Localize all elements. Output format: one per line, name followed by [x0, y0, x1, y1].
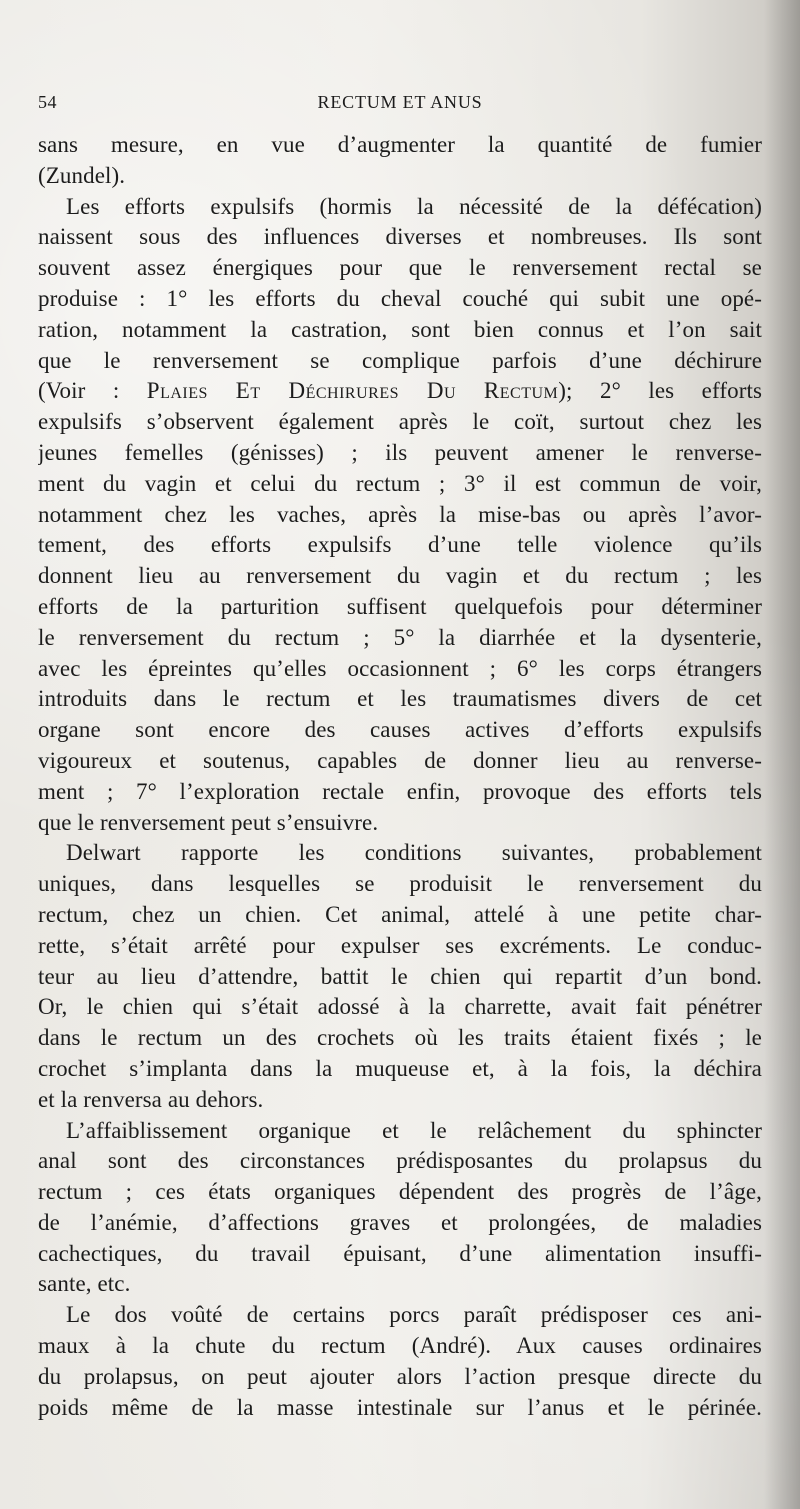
text-line: rette, s’était arrêté pour expulser ses excréments. Le conduc-	[38, 932, 762, 958]
text-line: anal sont des circonstances prédisposantes du prolapsus du	[38, 1148, 762, 1174]
body-text	[38, 130, 762, 1423]
text-line: cachectiques, du travail épuisant, d’une alimentation insuffi-	[38, 1240, 762, 1266]
text-line: Or, le chien qui s’était adossé à la charrette, avait fait pénétrer	[38, 994, 762, 1020]
text-line: (Zundel).	[38, 162, 126, 188]
text-line: introduits dans le rectum et les traumatismes divers de cet	[38, 686, 762, 712]
text-line: crochet s’implanta dans la muqueuse et, à la fois, la déchira	[38, 1055, 762, 1081]
page-gutter-shadow	[764, 0, 800, 1509]
text-line: notamment chez les vaches, après la mise-bas ou après l’avor-	[38, 501, 762, 527]
text-line: avec les épreintes qu’elles occasionnent ; 6° les corps étrangers	[38, 655, 762, 681]
text-line: dans le rectum un des crochets où les traits étaient fixés ; le	[38, 1025, 762, 1051]
text-line: Le dos voûté de certains porcs paraît prédisposer ces ani-	[66, 1302, 762, 1328]
text-line: Delwart rapporte les conditions suivantes, probablement	[66, 840, 762, 866]
text-line: Les efforts expulsifs (hormis la nécessité de la défécation)	[66, 193, 762, 219]
text-line: poids même de la masse intestinale sur l’anus et le périnée.	[38, 1394, 762, 1420]
text-line: de l’anémie, d’affections graves et prolongées, de maladies	[38, 1209, 762, 1235]
text-line: maux à la chute du rectum (André). Aux causes ordinaires	[38, 1333, 762, 1359]
text-line: uniques, dans lesquelles se produisit le renversement du	[38, 871, 762, 897]
text-line: donnent lieu au renversement du vagin et du rectum ; les	[38, 563, 762, 589]
text-line: rectum, chez un chien. Cet animal, attelé à une petite char-	[38, 901, 762, 927]
text-line: sante, etc.	[38, 1271, 131, 1297]
page-number: 54	[38, 92, 57, 112]
text-line: organe sont encore des causes actives d’efforts expulsifs	[38, 717, 762, 743]
text-line: (Voir : Plaies Et Déchirures Du Rectum); 2° les efforts	[38, 378, 762, 404]
text-line: souvent assez énergiques pour que le renversement rectal se	[38, 255, 762, 281]
text-line: naissent sous des influences diverses et nombreuses. Ils sont	[38, 224, 762, 250]
text-line: ration, notamment la castration, sont bien connus et l’on sait	[38, 316, 762, 342]
text-line: que le renversement se complique parfois d’une déchirure	[38, 347, 762, 373]
text-line: efforts de la parturition suffisent quelquefois pour déterminer	[38, 593, 762, 619]
text-line: produise : 1° les efforts du cheval couché qui subit une opé-	[38, 285, 762, 311]
text-line: expulsifs s’observent également après le coït, surtout chez les	[38, 409, 762, 435]
text-line: le renversement du rectum ; 5° la diarrhée et la dysenterie,	[38, 624, 762, 650]
text-line: rectum ; ces états organiques dépendent des progrès de l’âge,	[38, 1179, 762, 1205]
text-line: teur au lieu d’attendre, battit le chien qui repartit d’un bond.	[38, 963, 762, 989]
text-line: vigoureux et soutenus, capables de donner lieu au renverse-	[38, 747, 762, 773]
text-line: que le renversement peut s’ensuivre.	[38, 809, 379, 835]
running-head: RECTUM ET ANUS	[317, 92, 483, 112]
text-line: ment ; 7° l’exploration rectale enfin, provoque des efforts tels	[38, 778, 762, 804]
text-line: tement, des efforts expulsifs d’une telle violence qu’ils	[38, 532, 762, 558]
text-line: ment du vagin et celui du rectum ; 3° il est commun de voir,	[38, 470, 762, 496]
text-line: du prolapsus, on peut ajouter alors l’action presque directe du	[38, 1363, 762, 1389]
text-line: L’affaiblissement organique et le relâchement du sphincter	[66, 1117, 762, 1143]
text-line: jeunes femelles (génisses) ; ils peuvent amener le renverse-	[38, 439, 762, 465]
text-line: et la renversa au dehors.	[38, 1086, 264, 1112]
page-header	[38, 92, 762, 118]
text-line: sans mesure, en vue d’augmenter la quantité de fumier	[38, 132, 762, 157]
